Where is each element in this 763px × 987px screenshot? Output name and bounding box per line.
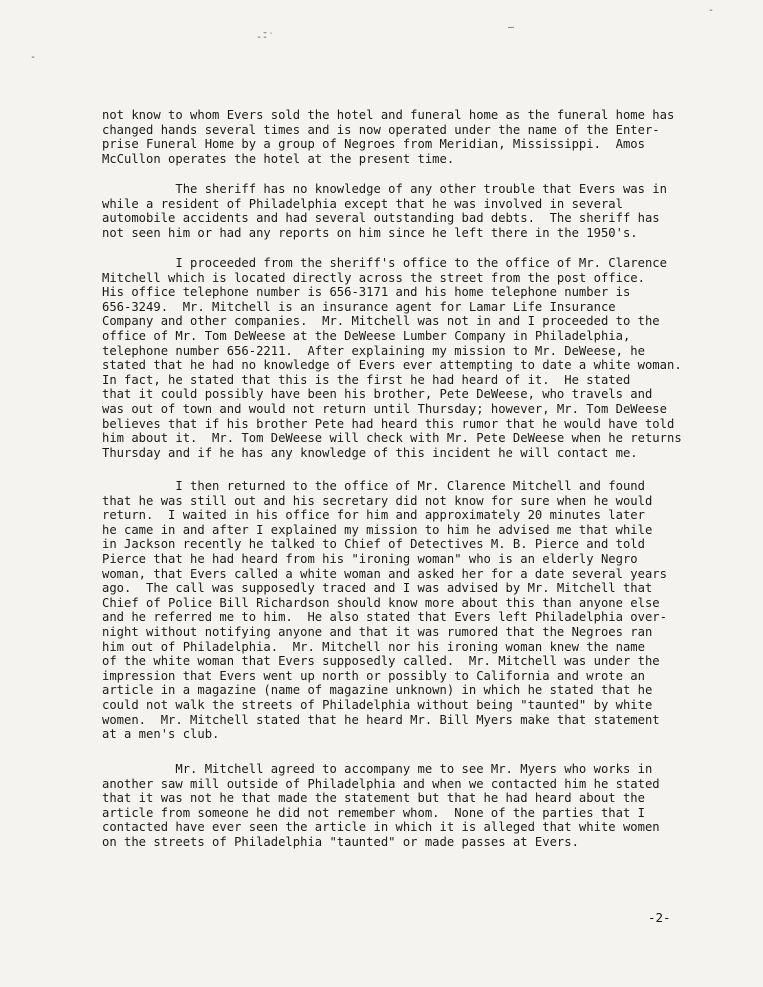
paragraph-5: Mr. Mitchell agreed to accompany me to see Mr. Myers who works in another saw mill outside of Philadelphia and when we contacted him he stated that it was not he that made the statement but that he had heard about the article from someone he did not remember whom. None of the parties that I contacted have ever seen the article in which it is alleged that white women on the streets of Philadelphia "taunted" or made passes at Evers. xyxy=(102,762,660,849)
paragraph-4: I then returned to the office of Mr. Clarence Mitchell and found that he was still out and his secretary did not know for sure when he would return. I waited in his office for him and approximately 20 minutes later he came in and after I explained my mission to him he advised me that while in Jackson recently he talked to Chief of Detectives M. B. Pierce and told Pierce that he had heard from his "ironing woman" who is an elderly Negro woman, that Evers called a white woman and asked her for a date several years ago. The call was supposedly traced and I was advised by Mr. Mitchell that Chief of Police Bill Richardson should know more about this than anyone else and he referred me to him. He also stated that Evers left Philadelphia over- night without notifying anyone and that it was rumored that the Negroes ran him out of Philadelphia. Mr. Mitchell nor his ironing woman knew the name of the white woman that Evers supposedly called. Mr. Mitchell was under the impression that Evers went up north or possibly to California and wrote an article in a magazine (name of magazine unknown) in which he stated that he could not walk the streets of Philadelphia without being "taunted" by white women. Mr. Mitchell stated that he heard Mr. Bill Myers make that statement at a men's club. xyxy=(102,479,667,742)
paragraph-1: not know to whom Evers sold the hotel and funeral home as the funeral home has changed hands several times and is now operated under the name of the Enter- prise Funeral Home by a group of Negroes from Meridian, Mississippi. Amos McCullon operates the hotel at the present time. xyxy=(102,108,675,166)
paragraph-2: The sheriff has no knowledge of any other trouble that Evers was in while a resident of Philadelphia except that he was involved in several automobile accidents and had several outstanding bad debts. The sheriff has not seen him or had any reports on him since he left there in the 1950's. xyxy=(102,182,667,240)
scan-mark-top: -̄-˙ xyxy=(256,32,275,43)
scan-mark-left: - xyxy=(30,52,37,63)
paragraph-3: I proceeded from the sheriff's office to the office of Mr. Clarence Mitchell which is located directly across the street from the post office. His office telephone number is 656-3171 and his home telephone number is 656-3249. Mr. Mitchell is an insurance agent for Lamar Life Insurance Company and other companies. Mr. Mitchell was not in and I proceeded to the office of Mr. Tom DeWeese at the DeWeese Lumber Company in Philadelphia, telephone number 656-2211. After explaining my mission to Mr. DeWeese, he stated that he had no knowledge of Evers ever attempting to date a white woman. In fact, he stated that this is the first he had heard of it. He stated that it could possibly have been his brother, Pete DeWeese, who travels and was out of town and would not return until Thursday; however, Mr. Tom DeWeese believes that if his brother Pete had heard this rumor that he would have told him about it. Mr. Tom DeWeese will check with Mr. Pete DeWeese when he returns Thursday and if he has any knowledge of this incident he will contact me. xyxy=(102,256,682,460)
scan-mark-corner: - xyxy=(708,5,719,16)
page-number: -2- xyxy=(648,910,671,925)
scan-mark-dash: — xyxy=(508,22,515,33)
